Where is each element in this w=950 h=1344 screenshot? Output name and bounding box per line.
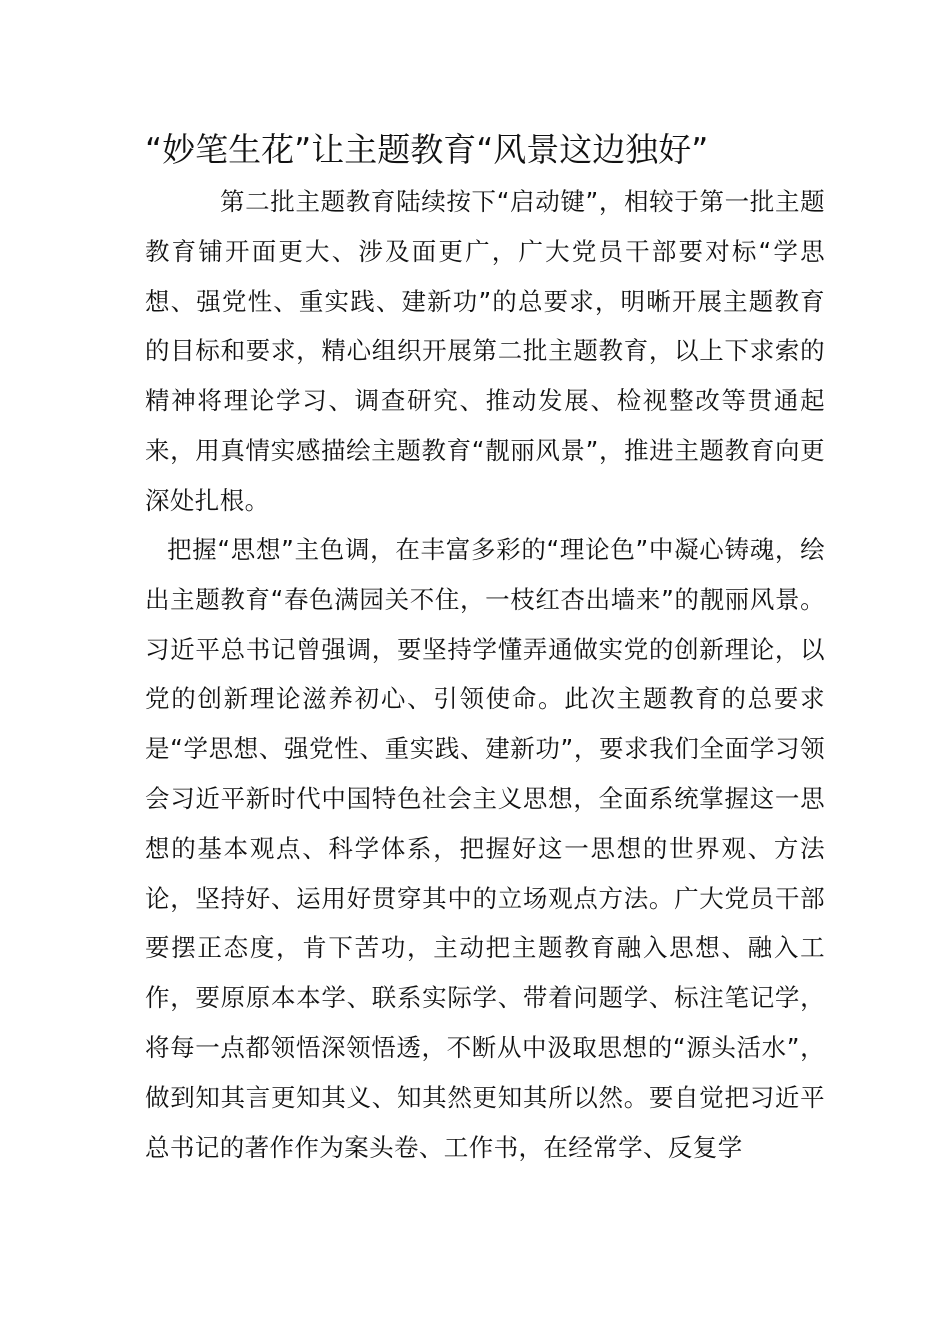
paragraph-thought: 把握“思想”主色调，在丰富多彩的“理论色”中凝心铸魂，绘出主题教育“春色满园关不住，一枝红杏出墙来”的靓丽风景。习近平总书记曾强调，要坚持学懂弄通做实党的创新理论，以党的创新理论滋养初心、引领使命。此次主题教育的总要求是“学思想、强党性、重实践、建新功”，要求我们全面学习领会习近平新时代中国特色社会主义思想，全面系统掌握这一思想的基本观点、科学体系，把握好这一思想的世界观、方法论，坚持好、运用好贯穿其中的立场观点方法。广大党员干部要摆正态度，肯下苦功，主动把主题教育融入思想、融入工作，要原原本本学、联系实际学、带着问题学、标注笔记学，将每一点都领悟深领悟透，不断从中汲取思想的“源头活水”，做到知其言更知其义、知其然更知其所以然。要自觉把习近平总书记的著作作为案头卷、工作书，在经常学、反复学 bbox=[145, 535, 825, 1162]
document-title: “妙笔生花”让主题教育“风景这边独好” bbox=[145, 130, 709, 169]
paragraph-intro: 第二批主题教育陆续按下“启动键”，相较于第一批主题教育铺开面更大、涉及面更广，广大党员干部要对标“学思想、强党性、重实践、建新功”的总要求，明晰开展主题教育的目标和要求，精心组织开展第二批主题教育，以上下求索的精神将理论学习、调查研究、推动发展、检视整改等贯通起来，用真情实感描绘主题教育“靓丽风景”，推进主题教育向更深处扎根。 bbox=[145, 187, 825, 515]
